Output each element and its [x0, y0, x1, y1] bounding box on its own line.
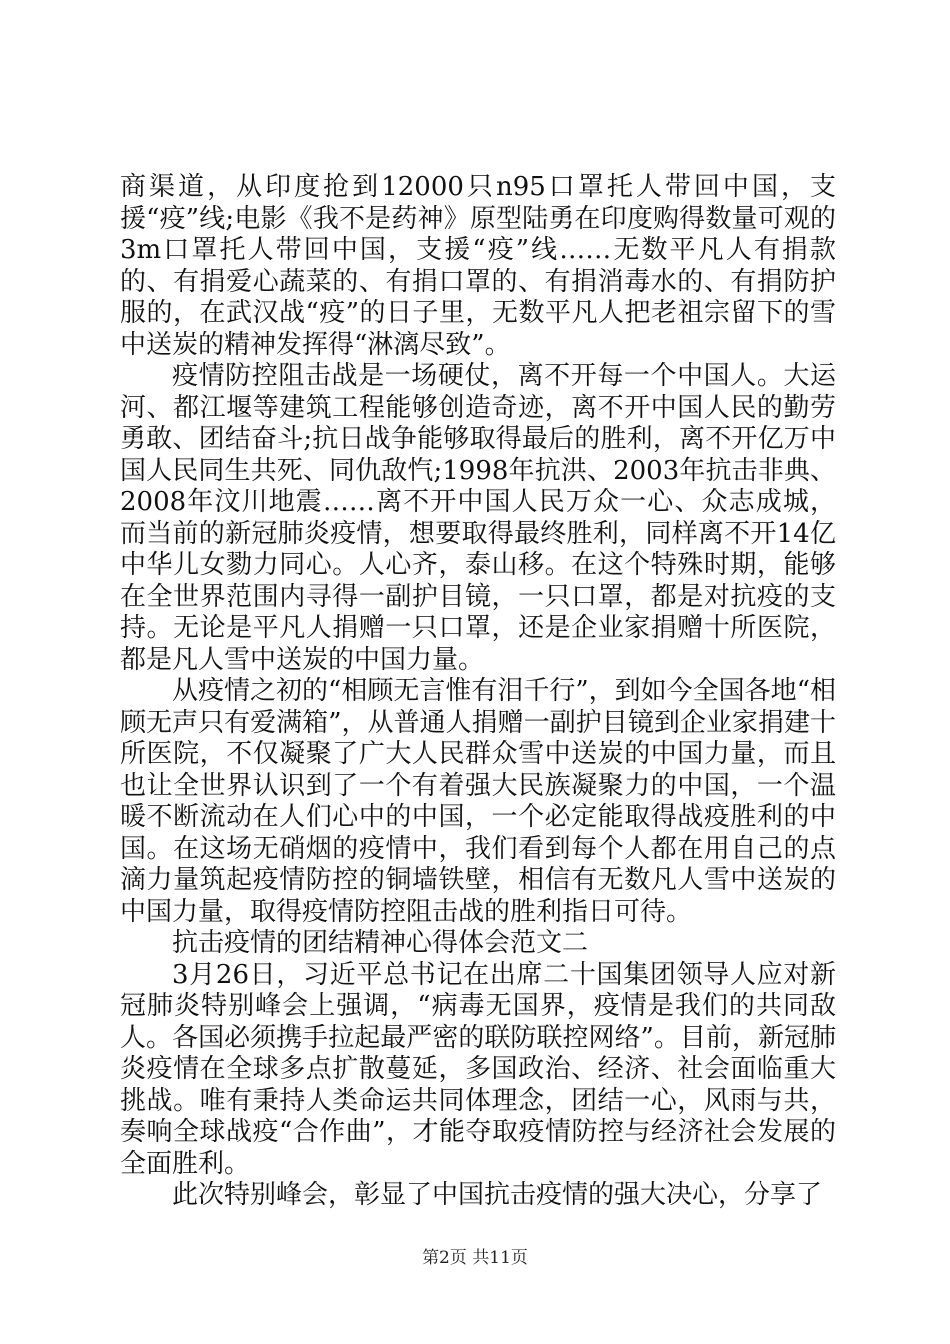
paragraph-3: 从疫情之初的“相顾无言惟有泪千行”，到如今全国各地“相顾无声只有爱满箱”，从普通人捐赠一副护目镜到企业家捐建十所医院，不仅凝聚了广大人民群众雪中送炭的中国力量，而且也让全世界认识到了一个有着强大民族凝聚力的中国，一个温暖不断流动在人们心中的中国，一个必定能取得战疫胜利的中国。在这场无硝烟的疫情中，我们看到每个人都在用自己的点滴力量筑起疫情防控的铜墙铁壁，相信有无数凡人雪中送炭的中国力量，取得疫情防控阻击战的胜利指日可待。: [120, 676, 836, 927]
page-number-footer: 第2页 共11页: [422, 1248, 528, 1268]
section-heading: 抗击疫情的团结精神心得体会范文二: [172, 928, 589, 958]
paragraph-1-continued: 商渠道，从印度抢到12000只n95口罩托人带回中国，支援“疫”线;电影《我不是药神》原型陆勇在印度购得数量可观的3m口罩托人带回中国，支援“疫”线……无数平凡人有捐款的、有捐爱心蔬菜的、有捐口罩的、有捐消毒水的、有捐防护服的，在武汉战“疫”的日子里，无数平凡人把老祖宗留下的雪中送炭的精神发挥得“淋漓尽致”。: [120, 172, 836, 360]
paragraph-2: 疫情防控阻击战是一场硬仗，离不开每一个中国人。大运河、都江堰等建筑工程能够创造奇迹，离不开中国人民的勤劳勇敢、团结奋斗;抗日战争能够取得最后的胜利，离不开亿万中国人民同生共死、同仇敌忾;1998年抗洪、2003年抗击非典、2008年汶川地震……离不开中国人民万众一心、众志成城，而当前的新冠肺炎疫情，想要取得最终胜利，同样离不开14亿中华儿女勠力同心。人心齐，泰山移。在这个特殊时期，能够在全世界范围内寻得一副护目镜，一只口罩，都是对抗疫的支持。无论是平凡人捐赠一只口罩，还是企业家捐赠十所医院，都是凡人雪中送炭的中国力量。: [120, 361, 836, 675]
paragraph-4: 3月26日，习近平总书记在出席二十国集团领导人应对新冠肺炎特别峰会上强调，“病毒无国界，疫情是我们的共同敌人。各国必须携手拉起最严密的联防联控网络”。目前，新冠肺炎疫情在全球多点扩散蔓延，多国政治、经济、社会面临重大挑战。唯有秉持人类命运共同体理念，团结一心，风雨与共，奏响全球战疫“合作曲”，才能夺取疫情防控与经济社会发展的全面胜利。: [120, 959, 836, 1179]
document-body: [120, 172, 836, 1212]
paragraph-5: 此次特别峰会，彰显了中国抗击疫情的强大决心，分享了: [172, 1180, 823, 1210]
